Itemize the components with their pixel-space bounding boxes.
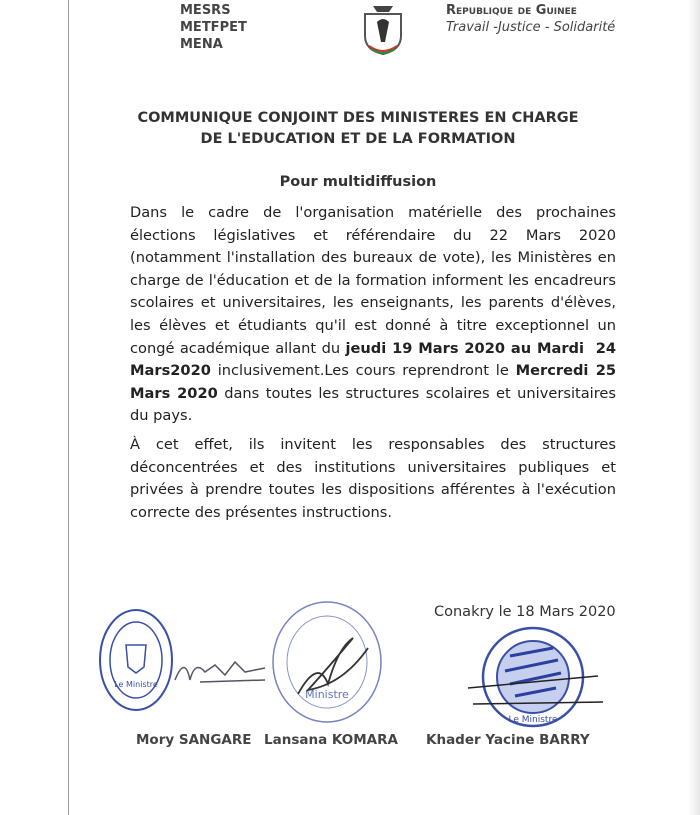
paragraph-1 (130, 202, 622, 428)
resume-date: Mercredi 25 Mars 2020 (130, 362, 617, 402)
stamp-mesrs-icon (458, 626, 608, 728)
document-title (100, 108, 616, 150)
ministry-metfpet: METFPET (180, 20, 247, 35)
place-date: Conakry le 18 Mars 2020 (434, 604, 616, 620)
signatory-sangare: Mory SANGARE (136, 732, 252, 748)
ministry-mena: MENA (180, 37, 223, 52)
ministry-mesrs: MESRS (180, 3, 231, 18)
subtitle: Pour multidiffusion (279, 174, 437, 190)
svg-text:Le Ministre: Le Ministre (114, 680, 158, 689)
ministries-header (180, 2, 247, 53)
national-motto: Travail -Justice - Solidarité (446, 20, 616, 35)
signatory-barry: Khader Yacine BARRY (426, 732, 590, 748)
svg-text:Le Ministre: Le Ministre (508, 715, 558, 725)
page-shadow (688, 0, 700, 815)
document-body (100, 108, 622, 524)
guinea-emblem-icon (355, 2, 411, 56)
svg-text:Ministre: Ministre (305, 688, 349, 701)
republic-name: Republique de Guinee (446, 3, 577, 18)
republic-header (446, 2, 615, 36)
title-line-1: COMMUNIQUE CONJOINT DES MINISTERES EN CHARGE (137, 110, 579, 126)
paragraph-1-text-b: inclusivement.Les cours reprendront le (210, 362, 516, 380)
stamp-metfpet-icon (268, 598, 386, 726)
paragraph-1-text-c: dans toutes les structures scolaires et universitaires du pays. (130, 384, 616, 425)
signature-sangare-icon (170, 650, 270, 690)
signatory-komara: Lansana KOMARA (264, 732, 398, 748)
stamp-men-a-icon (96, 605, 176, 715)
paragraph-1-text-a: Dans le cadre de l'organisation matérielle des prochaines élections législatives et référendaire du 22 Mars 2020 (notamment l'installation des bureaux de vote), les Ministères en charge de l'éducation et de la formation informent les encadreurs scolaires et universitaires, les enseignants, les parents d'élèves, les élèves et étudiants qu'il est donné à titre exceptionnel un congé académique allant du (130, 204, 616, 357)
page-edge-line (68, 0, 69, 815)
holiday-dates: jeudi 19 Mars 2020 au Mardi 24 Mars2020 (130, 339, 622, 380)
title-line-2: DE L'EDUCATION ET DE LA FORMATION (200, 131, 516, 147)
paragraph-2: À cet effet, ils invitent les responsables des structures déconcentrées et des institutions universitaires publiques et privées à prendre toutes les dispositions afférentes à l'exécution correcte des présentes instructions. (130, 435, 616, 521)
